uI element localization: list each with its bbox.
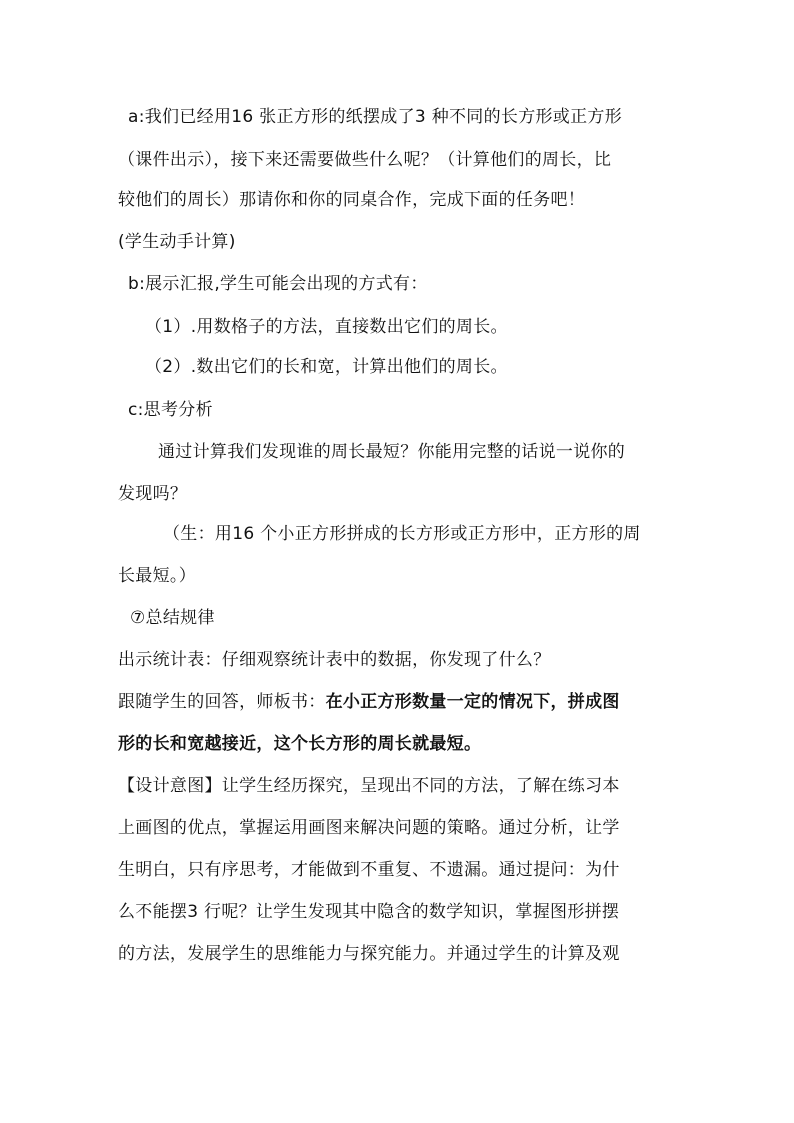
text-line-2: （课件出示），接下来还需要做些什么呢？（计算他们的周长，比 bbox=[118, 150, 612, 170]
text-line-20: 么不能摆3 行呢？让学生发现其中隐含的数学知识，掌握图形拼摆 bbox=[118, 902, 620, 922]
text-line-15 bbox=[118, 690, 620, 714]
text-line-4: (学生动手计算) bbox=[118, 232, 236, 252]
text-line-16: 形的长和宽越接近，这个长方形的周长就最短。 bbox=[118, 734, 482, 754]
text-line-17: 【设计意图】让学生经历探究，呈现出不同的方法，了解在练习本 bbox=[118, 776, 620, 796]
text-line-21: 的方法，发展学生的思维能力与探究能力。并通过学生的计算及观 bbox=[118, 944, 620, 964]
text-line-13: ⑦总结规律 bbox=[130, 608, 215, 628]
text-line-18: 上画图的优点，掌握运用画图来解决问题的策略。通过分析，让学 bbox=[118, 818, 620, 838]
text-line-12: 长最短。） bbox=[118, 566, 196, 586]
text-line-6: （1）.用数格子的方法，直接数出它们的周长。 bbox=[145, 317, 508, 337]
text-line-19: 生明白，只有序思考，才能做到不重复、不遗漏。通过提问：为什 bbox=[118, 860, 620, 880]
text-line-14: 出示统计表：仔细观察统计表中的数据，你发现了什么？ bbox=[118, 650, 551, 670]
text-line-15-prefix: 跟随学生的回答，师板书： bbox=[118, 692, 326, 712]
text-line-7: （2）.数出它们的长和宽，计算出他们的周长。 bbox=[145, 357, 508, 377]
text-line-10: 发现吗？ bbox=[118, 484, 188, 504]
text-line-5: b:展示汇报,学生可能会出现的方式有： bbox=[128, 274, 428, 294]
text-line-11: （生：用16 个小正方形拼成的长方形或正方形中，正方形的周 bbox=[163, 524, 641, 544]
text-line-9: 通过计算我们发现谁的周长最短？你能用完整的话说一说你的 bbox=[158, 442, 626, 462]
text-line-8: c:思考分析 bbox=[128, 400, 213, 420]
text-line-1: a:我们已经用16 张正方形的纸摆成了3 种不同的长方形或正方形 bbox=[128, 107, 622, 127]
text-line-3: 较他们的周长）那请你和你的同桌合作，完成下面的任务吧！ bbox=[118, 190, 586, 210]
text-line-15-bold: 在小正方形数量一定的情况下，拼成图 bbox=[325, 692, 620, 712]
